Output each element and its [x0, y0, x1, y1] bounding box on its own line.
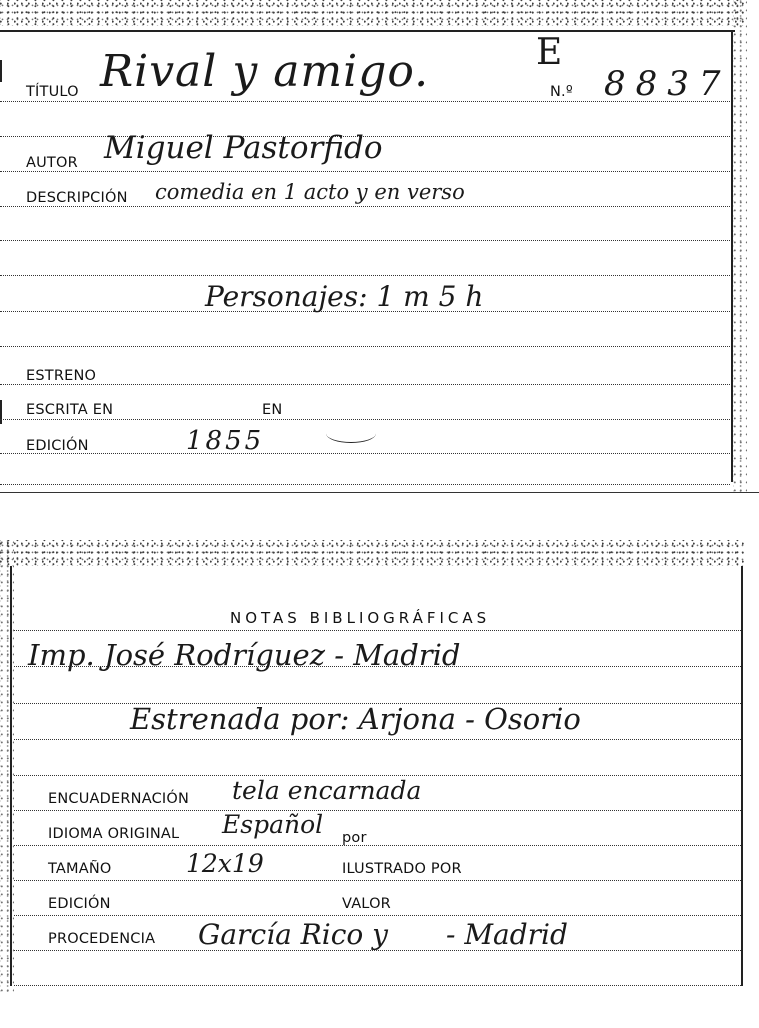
rule-line — [0, 275, 730, 276]
rule-line — [14, 985, 741, 986]
card-edge-mark — [0, 60, 2, 82]
descripcion-value: comedia en 1 acto y en verso — [155, 180, 465, 204]
scan-noise-top — [0, 540, 745, 566]
rule-line — [0, 484, 730, 485]
procedencia-label: PROCEDENCIA — [48, 931, 156, 947]
scan-noise-top — [0, 0, 745, 26]
escrita-en-label: ESCRITA EN — [26, 402, 114, 418]
card-frame-right — [741, 566, 743, 986]
autor-value: Miguel Pastorfido — [104, 130, 383, 166]
notas-heading: NOTAS BIBLIOGRÁFICAS — [230, 609, 491, 627]
tamano-value: 12x19 — [186, 849, 264, 878]
por-label: por — [342, 830, 367, 846]
encuadernacion-label: ENCUADERNACIÓN — [48, 791, 190, 807]
numero-mark: E — [536, 32, 563, 73]
rule-line — [14, 739, 741, 740]
edicion-label: EDICIÓN — [48, 896, 111, 912]
ilustrado-por-label: ILUSTRADO POR — [342, 861, 462, 877]
card-frame-left — [10, 566, 12, 986]
note-line: Estrenada por: Arjona - Osorio — [130, 702, 581, 736]
rule-line — [14, 880, 741, 881]
catalog-card-back — [0, 540, 745, 992]
tamano-label: TAMAÑO — [48, 861, 112, 877]
estreno-label: ESTRENO — [26, 368, 97, 384]
card-frame-right — [731, 30, 733, 482]
ink-stroke — [326, 424, 376, 443]
catalog-card-front — [0, 0, 745, 492]
scan-noise-right — [733, 0, 747, 492]
numero-label: N.º — [550, 84, 573, 100]
edicion-label: EDICIÓN — [26, 438, 89, 454]
rule-line — [0, 171, 730, 172]
numero-value: 8837 — [604, 64, 731, 104]
edicion-value: 1855 — [186, 426, 265, 456]
note-line: Imp. José Rodríguez - Madrid — [28, 638, 461, 672]
rule-line — [0, 419, 730, 420]
titulo-value: Rival y amigo. — [100, 46, 430, 97]
rule-line — [14, 810, 741, 811]
idioma-value: Español — [222, 810, 324, 839]
rule-line — [14, 630, 741, 631]
descripcion-label: DESCRIPCIÓN — [26, 190, 128, 206]
rule-line — [0, 206, 730, 207]
personajes-value: Personajes: 1 m 5 h — [205, 280, 484, 313]
idioma-label: IDIOMA ORIGINAL — [48, 826, 180, 842]
procedencia-value-end: - Madrid — [446, 918, 568, 951]
rule-line — [14, 915, 741, 916]
rule-line — [0, 384, 730, 385]
card-frame-top — [0, 30, 735, 32]
en-label: EN — [262, 402, 283, 418]
rule-line — [14, 845, 741, 846]
rule-line — [0, 453, 730, 454]
rule-line — [0, 240, 730, 241]
encuadernacion-value: tela encarnada — [232, 776, 422, 805]
rule-line — [0, 346, 730, 347]
scan-noise-left — [0, 540, 14, 992]
valor-label: VALOR — [342, 896, 391, 912]
card-separator — [0, 492, 759, 493]
titulo-label: TÍTULO — [26, 84, 79, 100]
card-edge-mark — [0, 400, 2, 424]
autor-label: AUTOR — [26, 155, 78, 171]
procedencia-value: García Rico y — [198, 918, 388, 951]
